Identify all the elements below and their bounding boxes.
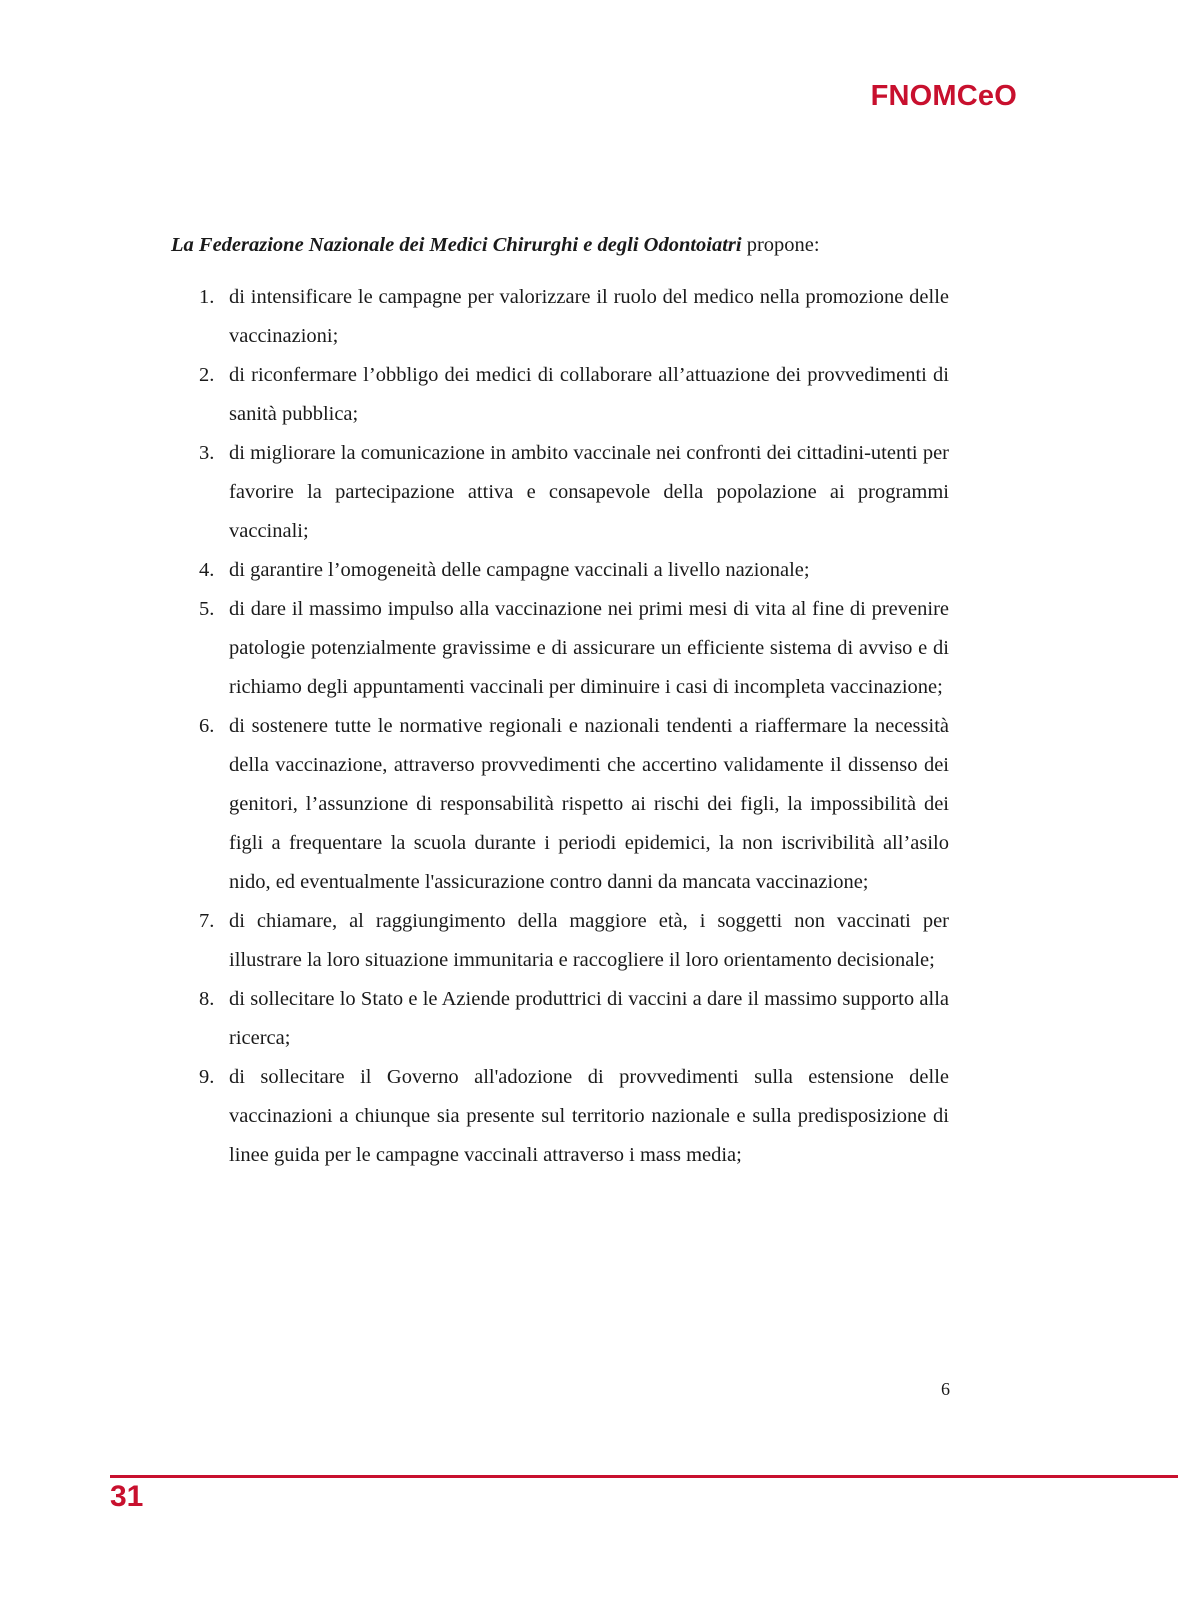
intro-verb: propone: (741, 234, 820, 256)
item-number: 1. (199, 286, 215, 308)
list-item (171, 902, 949, 980)
item-text: di dare il massimo impulso alla vaccinazione nei primi mesi di vita al fine di prevenire patologie potenzialmente gravissime e di assicurare un efficiente sistema di avviso e di richiamo degli appuntamenti vaccinali per diminuire i casi di incompleta vaccinazione; (229, 598, 949, 698)
item-text: di sollecitare il Governo all'adozione di provvedimenti sulla estensione delle vaccinazioni a chiunque sia presente sul territorio nazionale e sulla predisposizione di linee guida per le campagne vaccinali attraverso i mass media; (229, 1066, 949, 1166)
item-number: 6. (199, 715, 215, 737)
item-text: di riconfermare l’obbligo dei medici di collaborare all’attuazione dei provvedimenti di sanità pubblica; (229, 364, 949, 425)
list-item (171, 551, 949, 590)
list-item (171, 590, 949, 707)
item-number: 7. (199, 910, 215, 932)
organization-name: La Federazione Nazionale dei Medici Chirurghi e degli Odontoiatri (171, 234, 742, 256)
brand-logo-text: FNOMCeO (870, 80, 1017, 112)
footer-divider (110, 1475, 1178, 1478)
intro-paragraph (171, 226, 949, 265)
item-text: di intensificare le campagne per valorizzare il ruolo del medico nella promozione delle vaccinazioni; (229, 286, 949, 347)
item-number: 3. (199, 442, 215, 464)
item-number: 9. (199, 1066, 215, 1088)
item-text: di migliorare la comunicazione in ambito vaccinale nei confronti dei cittadini-utenti per favorire la partecipazione attiva e consapevole della popolazione ai programmi vaccinali; (229, 442, 949, 542)
item-number: 4. (199, 559, 215, 581)
list-item (171, 434, 949, 551)
item-text: di chiamare, al raggiungimento della maggiore età, i soggetti non vaccinati per illustrare la loro situazione immunitaria e raccogliere il loro orientamento decisionale; (229, 910, 949, 971)
inner-page-number: 6 (941, 1379, 950, 1399)
document-body (171, 226, 949, 1175)
list-item (171, 980, 949, 1058)
proposals-list (171, 278, 949, 1175)
item-number: 8. (199, 988, 215, 1010)
item-text: di sostenere tutte le normative regionali e nazionali tendenti a riaffermare la necessità della vaccinazione, attraverso provvedimenti che accertino validamente il dissenso dei genitori, l’assunzione di responsabilità rispetto ai rischi dei figli, la impossibilità dei figli a frequentare la scuola durante i periodi epidemici, la non iscrivibilità all’asilo nido, ed eventualmente l'assicurazione contro danni da mancata vaccinazione; (229, 715, 949, 893)
item-text: di garantire l’omogeneità delle campagne vaccinali a livello nazionale; (229, 559, 810, 581)
item-number: 2. (199, 364, 215, 386)
page-number: 31 (110, 1480, 144, 1513)
item-text: di sollecitare lo Stato e le Aziende produttrici di vaccini a dare il massimo supporto alla ricerca; (229, 988, 949, 1049)
list-item (171, 356, 949, 434)
list-item (171, 707, 949, 902)
list-item (171, 1058, 949, 1175)
item-number: 5. (199, 598, 215, 620)
list-item (171, 278, 949, 356)
